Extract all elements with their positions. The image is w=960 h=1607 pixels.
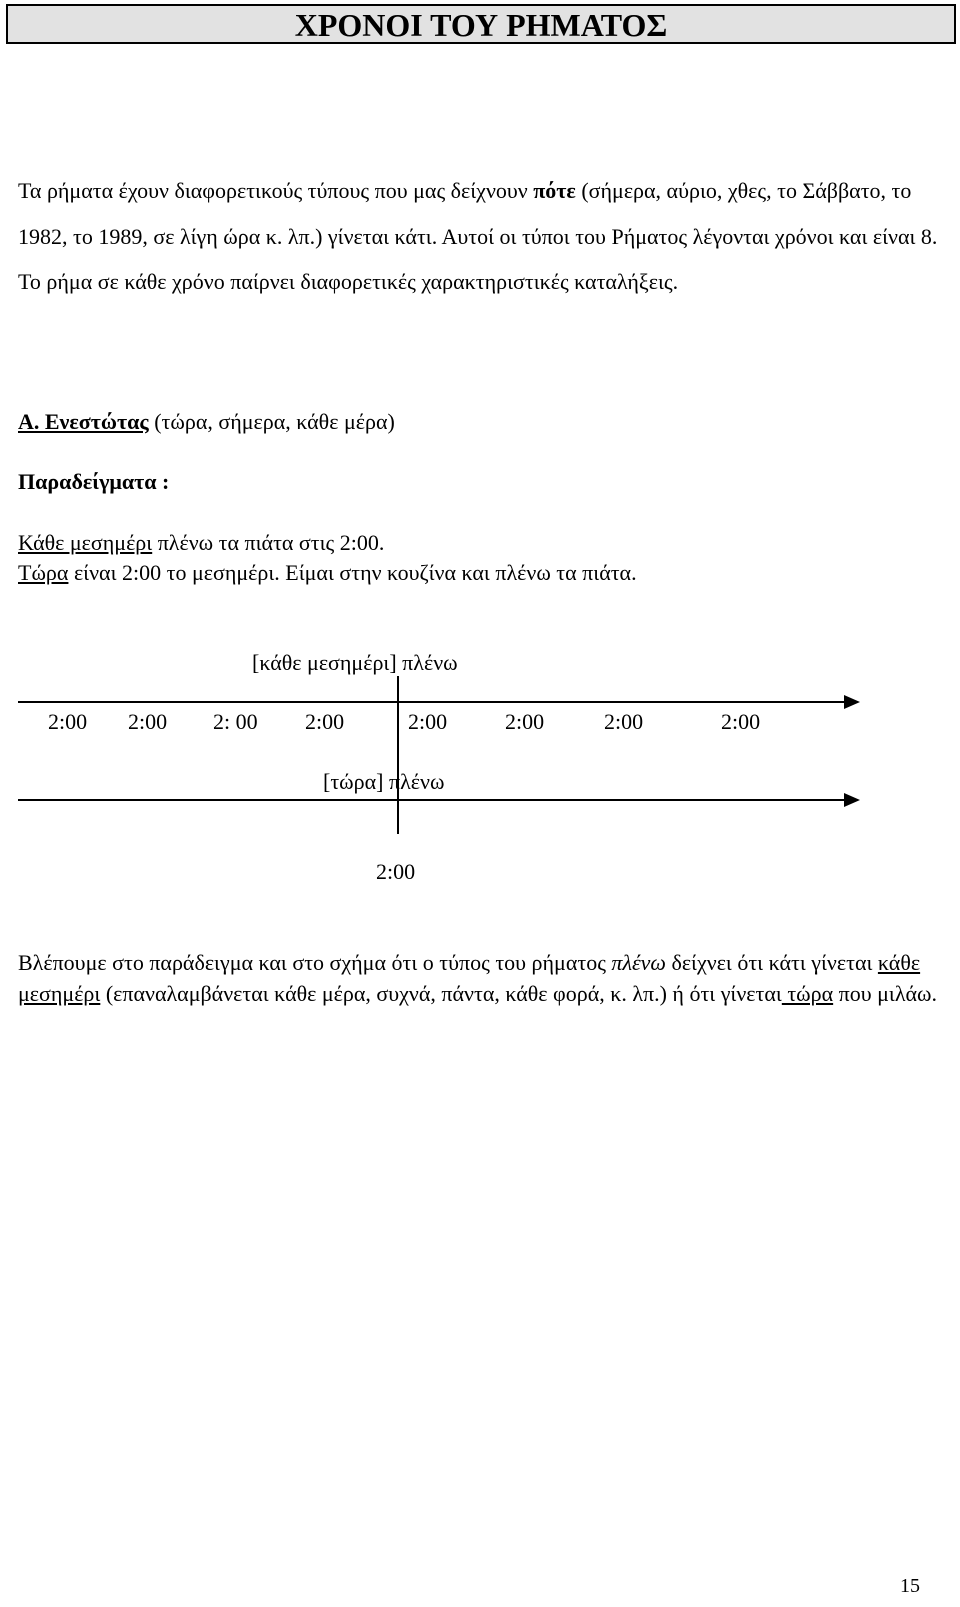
conclusion-text-2: δείχνει ότι κάτι γίνεται	[665, 950, 878, 975]
timeline-1-axis	[18, 701, 846, 703]
conclusion-text-4: που μιλάω.	[833, 980, 938, 1006]
timeline-1-tick: 2:00	[48, 709, 88, 734]
timeline-1-tick: 2:00	[305, 709, 345, 734]
timeline-2-arrowhead-icon	[844, 793, 860, 807]
conclusion-text-3: (επαναλαμβάνεται κάθε μέρα, συχνά, πάντα, κάθε φορά, κ. λπ.) ή ότι γίνεται	[100, 980, 782, 1006]
example-1-rest: πλένω τα πιάτα στις 2:00.	[152, 530, 385, 555]
example-1	[18, 529, 384, 557]
example-1-underlined: Κάθε μεσημέρι	[18, 530, 153, 555]
timeline-1-tick: 2:00	[505, 709, 545, 734]
timeline-2-tick: 2:00	[376, 859, 416, 884]
intro-text-1: Τα ρήματα έχουν διαφορετικούς τύπους που μας δείχνουν	[18, 178, 534, 203]
example-2-underlined: Τώρα	[18, 560, 69, 585]
timeline-1-arrowhead-icon	[844, 695, 860, 709]
timeline-2-axis	[18, 799, 846, 801]
section-a-rest: (τώρα, σήμερα, κάθε μέρα)	[148, 409, 395, 434]
page-title: ΧΡΟΝΟΙ ΤΟΥ ΡΗΜΑΤΟΣ	[6, 4, 956, 44]
timeline-1-tick: 2:00	[604, 709, 644, 734]
example-2	[18, 559, 637, 587]
timeline-1-tick: 2:00	[128, 709, 168, 734]
intro-text-2: (σήμερα, αύριο, χθες, το Σάββατο, το 1982, το 1989, σε λίγη ώρα κ. λπ.) γίνεται κάτι. Αυτοί οι τύποι του Ρήματος λέγονται χρόνοι και είναι 8. Το ρήμα σε κάθε χρόνο παίρνει διαφορετικές χαρακτηριστικές καταλήξεις.	[18, 178, 938, 294]
timeline-2-label: [τώρα] πλένω	[323, 769, 445, 794]
examples-heading: Παραδείγματα :	[18, 469, 170, 494]
timeline-1-tick: 2:00	[721, 709, 761, 734]
conclusion-italic-plenw: πλένω	[611, 950, 666, 975]
conclusion-text-1: Βλέπουμε στο παράδειγμα και στο σχήμα ότι ο τύπος του ρήματος	[18, 950, 612, 975]
intro-bold-pote: πότε	[533, 178, 576, 203]
intro-paragraph	[18, 168, 948, 305]
conclusion-underline-tora: τώρα	[781, 980, 834, 1006]
section-a-heading	[18, 408, 395, 436]
conclusion-paragraph	[18, 948, 948, 1009]
timeline-1-label: [κάθε μεσημέρι] πλένω	[252, 650, 458, 675]
conclusion-underline-kathe-mesimeri: κάθε μεσημέρι	[18, 950, 921, 1006]
timeline-1-tick: 2: 00	[213, 709, 258, 734]
timeline-1-tick: 2:00	[408, 709, 448, 734]
now-marker-line	[397, 676, 399, 834]
page-number: 15	[900, 1575, 920, 1597]
section-a-label: Α. Ενεστώτας	[18, 409, 149, 434]
example-2-rest: είναι 2:00 το μεσημέρι. Είμαι στην κουζίνα και πλένω τα πιάτα.	[68, 560, 637, 585]
